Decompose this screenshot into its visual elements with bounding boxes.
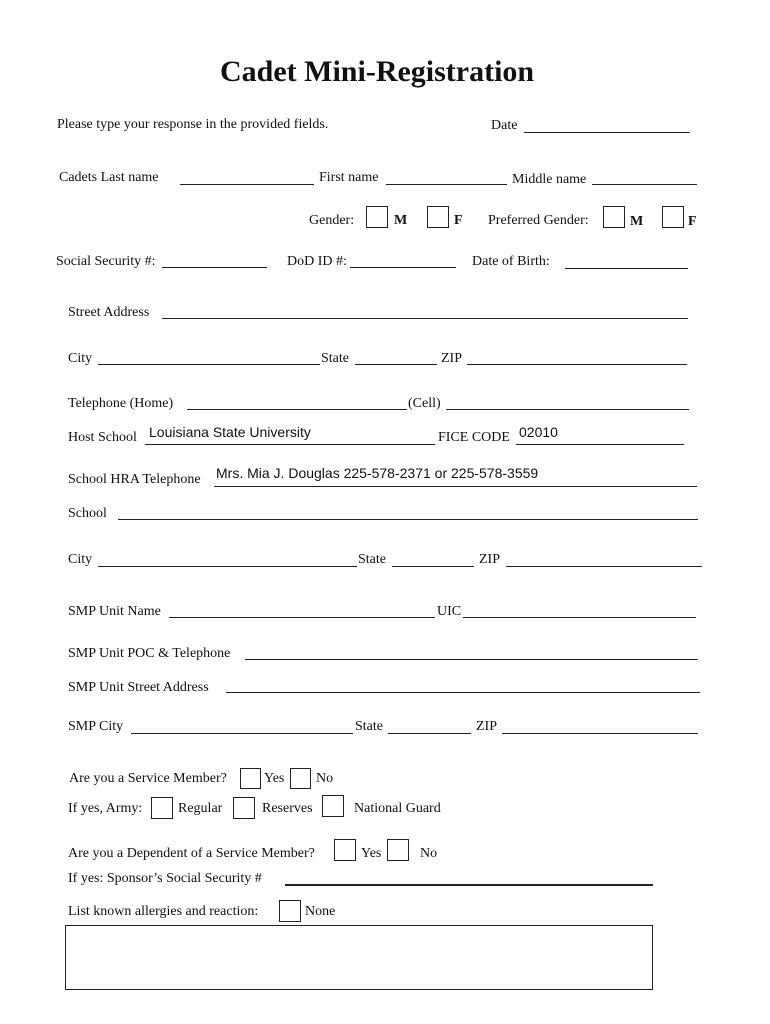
- army-national-guard-checkbox[interactable]: [322, 795, 344, 817]
- smp-zip-field[interactable]: [502, 733, 698, 734]
- preferred-female-checkbox[interactable]: [662, 206, 684, 228]
- school-city-field[interactable]: [98, 566, 357, 567]
- gender-label: Gender:: [309, 213, 355, 228]
- allergies-label: List known allergies and reaction:: [68, 904, 259, 919]
- ssn-field[interactable]: [162, 267, 267, 268]
- allergies-textarea[interactable]: [65, 925, 653, 990]
- tel-home-label: Telephone (Home): [68, 396, 174, 411]
- smp-state-field[interactable]: [388, 733, 471, 734]
- state-field[interactable]: [355, 364, 437, 365]
- tel-cell-label: (Cell): [408, 396, 441, 411]
- last-name-field[interactable]: [180, 184, 314, 185]
- school-zip-label: ZIP: [479, 552, 500, 567]
- preferred-female-label: F: [688, 214, 697, 229]
- school-label: School: [68, 506, 107, 521]
- dependent-question: Are you a Dependent of a Service Member?: [68, 846, 315, 861]
- smp-street-label: SMP Unit Street Address: [68, 680, 209, 695]
- smp-poc-field[interactable]: [245, 659, 698, 660]
- dod-id-label: DoD ID #:: [287, 254, 347, 269]
- middle-name-field[interactable]: [592, 184, 697, 185]
- uic-field[interactable]: [463, 617, 696, 618]
- army-regular-label: Regular: [178, 801, 223, 816]
- host-school-field[interactable]: [145, 444, 435, 445]
- preferred-male-label: M: [630, 214, 644, 229]
- allergies-none-checkbox[interactable]: [279, 900, 301, 922]
- gender-male-label: M: [394, 213, 408, 228]
- school-state-label: State: [358, 552, 386, 567]
- host-school-value[interactable]: Louisiana State University: [149, 424, 311, 440]
- dob-label: Date of Birth:: [472, 254, 550, 269]
- gender-male-checkbox[interactable]: [366, 206, 388, 228]
- date-label: Date: [491, 118, 518, 133]
- fice-code-value[interactable]: 02010: [519, 424, 558, 440]
- school-field[interactable]: [118, 519, 698, 520]
- fice-code-label: FICE CODE: [438, 430, 510, 445]
- dependent-yes-checkbox[interactable]: [334, 839, 356, 861]
- date-field[interactable]: [524, 132, 690, 133]
- army-regular-checkbox[interactable]: [151, 797, 173, 819]
- sponsor-ssn-field[interactable]: [285, 884, 653, 886]
- zip-label: ZIP: [441, 351, 462, 366]
- army-reserves-label: Reserves: [262, 801, 313, 816]
- smp-zip-label: ZIP: [476, 719, 497, 734]
- page-title: Cadet Mini-Registration: [220, 55, 535, 88]
- gender-female-label: F: [454, 213, 463, 228]
- city-field[interactable]: [98, 364, 320, 365]
- dependent-yes-label: Yes: [361, 846, 382, 861]
- army-reserves-checkbox[interactable]: [233, 797, 255, 819]
- school-hra-tel-value[interactable]: Mrs. Mia J. Douglas 225-578-2371 or 225-578-3559: [216, 465, 539, 481]
- dob-field[interactable]: [565, 268, 688, 269]
- school-hra-tel-label: School HRA Telephone: [68, 472, 201, 487]
- smp-city-label: SMP City: [68, 719, 124, 734]
- tel-home-field[interactable]: [187, 409, 407, 410]
- uic-label: UIC: [437, 604, 462, 619]
- smp-street-field[interactable]: [226, 692, 700, 693]
- last-name-label: Cadets Last name: [59, 170, 159, 185]
- if-yes-army-label: If yes, Army:: [68, 801, 143, 816]
- host-school-label: Host School: [68, 430, 137, 445]
- city-label: City: [68, 351, 93, 366]
- preferred-male-checkbox[interactable]: [603, 206, 625, 228]
- dependent-no-label: No: [420, 846, 438, 861]
- sponsor-ssn-label: If yes: Sponsor’s Social Security #: [68, 871, 262, 886]
- service-member-question: Are you a Service Member?: [69, 771, 227, 786]
- gender-female-checkbox[interactable]: [427, 206, 449, 228]
- school-hra-tel-field[interactable]: [214, 486, 697, 487]
- middle-name-label: Middle name: [512, 172, 587, 187]
- dod-id-field[interactable]: [350, 267, 456, 268]
- first-name-label: First name: [319, 170, 379, 185]
- school-city-label: City: [68, 552, 93, 567]
- smp-city-field[interactable]: [131, 733, 353, 734]
- army-national-guard-label: National Guard: [354, 801, 441, 816]
- dependent-no-checkbox[interactable]: [387, 839, 409, 861]
- school-state-field[interactable]: [392, 566, 474, 567]
- service-member-yes-label: Yes: [264, 771, 285, 786]
- school-zip-field[interactable]: [506, 566, 702, 567]
- service-member-no-label: No: [316, 771, 334, 786]
- zip-field[interactable]: [467, 364, 687, 365]
- ssn-label: Social Security #:: [56, 254, 156, 269]
- fice-code-field[interactable]: [516, 444, 684, 445]
- smp-poc-label: SMP Unit POC & Telephone: [68, 646, 231, 661]
- street-field[interactable]: [162, 318, 688, 319]
- state-label: State: [321, 351, 349, 366]
- smp-state-label: State: [355, 719, 383, 734]
- service-member-no-checkbox[interactable]: [290, 768, 311, 789]
- preferred-gender-label: Preferred Gender:: [488, 213, 589, 228]
- tel-cell-field[interactable]: [446, 409, 689, 410]
- allergies-none-label: None: [305, 904, 336, 919]
- smp-unit-name-field[interactable]: [169, 617, 435, 618]
- smp-unit-name-label: SMP Unit Name: [68, 604, 161, 619]
- service-member-yes-checkbox[interactable]: [240, 768, 261, 789]
- first-name-field[interactable]: [386, 184, 507, 185]
- street-label: Street Address: [68, 305, 150, 320]
- instructions-text: Please type your response in the provided fields.: [57, 117, 329, 132]
